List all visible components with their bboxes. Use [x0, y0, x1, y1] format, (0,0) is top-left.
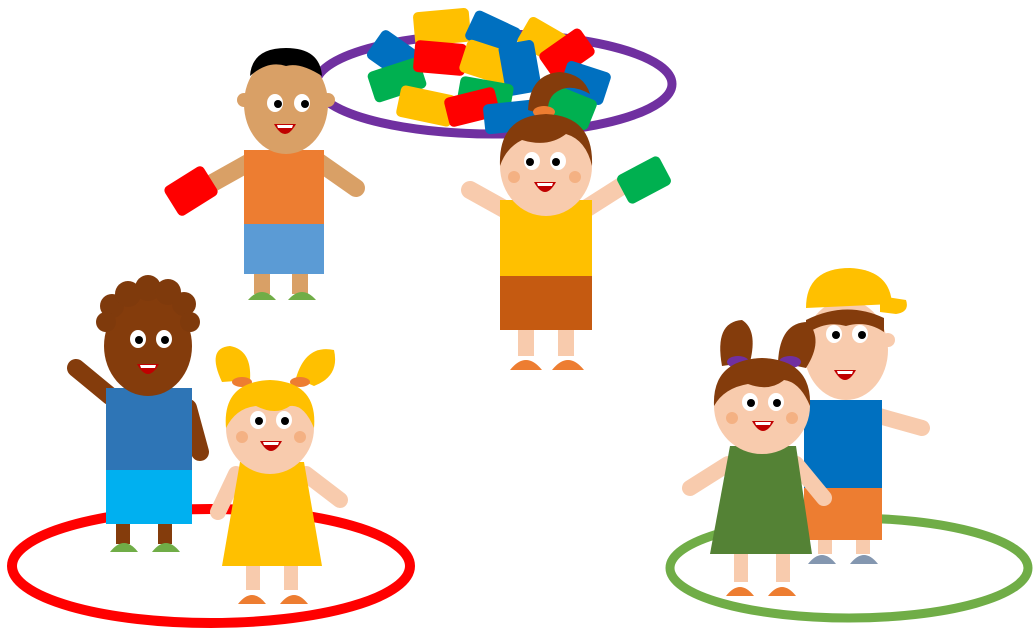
- red-hoop: [12, 509, 410, 623]
- red-beanbag: [162, 164, 219, 217]
- beanbag-pile: [365, 8, 612, 135]
- boy-blue-shirt-curly-hair: [76, 275, 200, 552]
- green-beanbag: [615, 155, 672, 206]
- boy-orange-shirt: [162, 48, 356, 300]
- girl-green-dress-pigtails: [690, 320, 824, 596]
- girl-yellow-dress-pigtails: [216, 346, 340, 604]
